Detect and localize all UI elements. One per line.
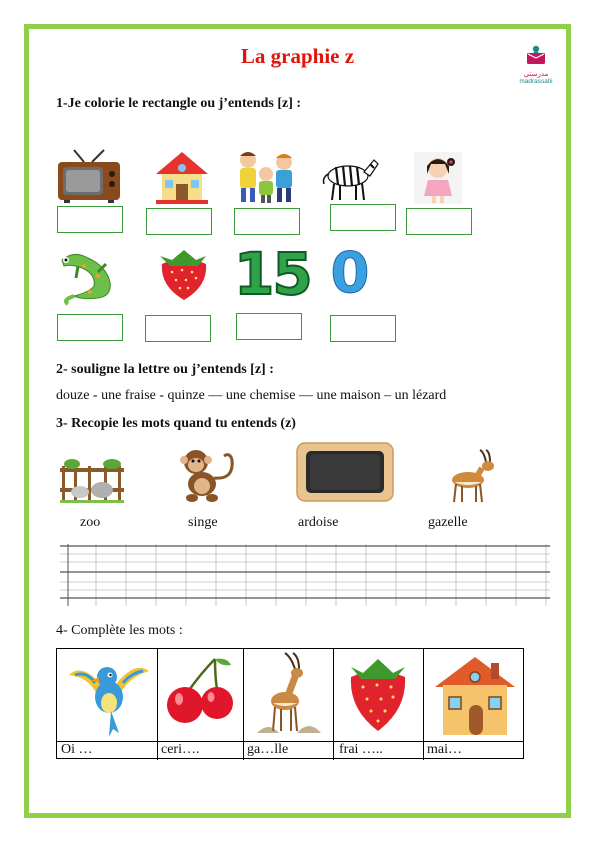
answer-box[interactable] — [146, 208, 212, 235]
word-label: ardoise — [298, 515, 339, 530]
section4-heading: 4- Complète les mots : — [56, 623, 183, 638]
lizard-icon — [54, 246, 124, 306]
zero-icon: 0 — [330, 241, 370, 306]
zoo-icon — [58, 458, 126, 504]
logo-icon — [524, 44, 548, 66]
word-label: zoo — [80, 515, 101, 530]
monkey-icon — [176, 446, 238, 504]
cell-label: frai ….. — [339, 742, 383, 757]
gazelle-icon — [446, 448, 504, 504]
girl-icon — [414, 152, 462, 204]
section2-heading: 2- souligne la lettre ou j’entends [z] : — [56, 362, 274, 377]
number-15-icon: 15 — [234, 240, 311, 308]
tv-icon — [56, 148, 122, 204]
writing-lines[interactable] — [60, 544, 550, 606]
answer-box[interactable] — [236, 313, 302, 340]
word-label: gazelle — [428, 515, 468, 530]
answer-box[interactable] — [330, 204, 396, 231]
cell-label: ga…lle — [247, 742, 289, 757]
strawberry-icon — [343, 653, 413, 737]
section3-heading: 3- Recopie les mots quand tu entends (z) — [56, 416, 296, 431]
page-title: La graphie z — [240, 44, 355, 68]
table-divider — [423, 649, 424, 760]
section2-words: douze - une fraise - quinze — une chemise — une maison – un lézard — [56, 388, 447, 403]
house-icon — [152, 146, 212, 206]
madrassatii-logo — [516, 44, 556, 88]
answer-box[interactable] — [330, 315, 396, 342]
logo-latin-text: madrassatii — [519, 78, 553, 85]
answer-box[interactable] — [234, 208, 300, 235]
table-divider — [157, 649, 158, 760]
word-label: singe — [188, 515, 218, 530]
children-icon — [234, 148, 298, 204]
table-divider — [243, 649, 244, 760]
cell-label: ceri…. — [161, 742, 200, 757]
cherries-icon — [161, 653, 241, 737]
logo-arabic-text: مدرستي — [523, 71, 549, 78]
gazelle-icon — [249, 651, 329, 739]
bird-icon — [63, 651, 153, 739]
answer-box[interactable] — [406, 208, 472, 235]
table-divider — [333, 649, 334, 760]
strawberry-icon — [154, 246, 214, 302]
complete-words-table — [56, 648, 524, 759]
answer-box[interactable] — [57, 314, 123, 341]
cell-label: mai… — [427, 742, 462, 757]
zebra-icon — [320, 152, 380, 202]
house-icon — [429, 651, 521, 739]
answer-box[interactable] — [57, 206, 123, 233]
slate-icon — [296, 442, 394, 502]
cell-label: Oi … — [61, 742, 93, 757]
section1-heading: 1-Je colorie le rectangle ou j’entends [z] : — [56, 96, 302, 111]
answer-box[interactable] — [145, 315, 211, 342]
